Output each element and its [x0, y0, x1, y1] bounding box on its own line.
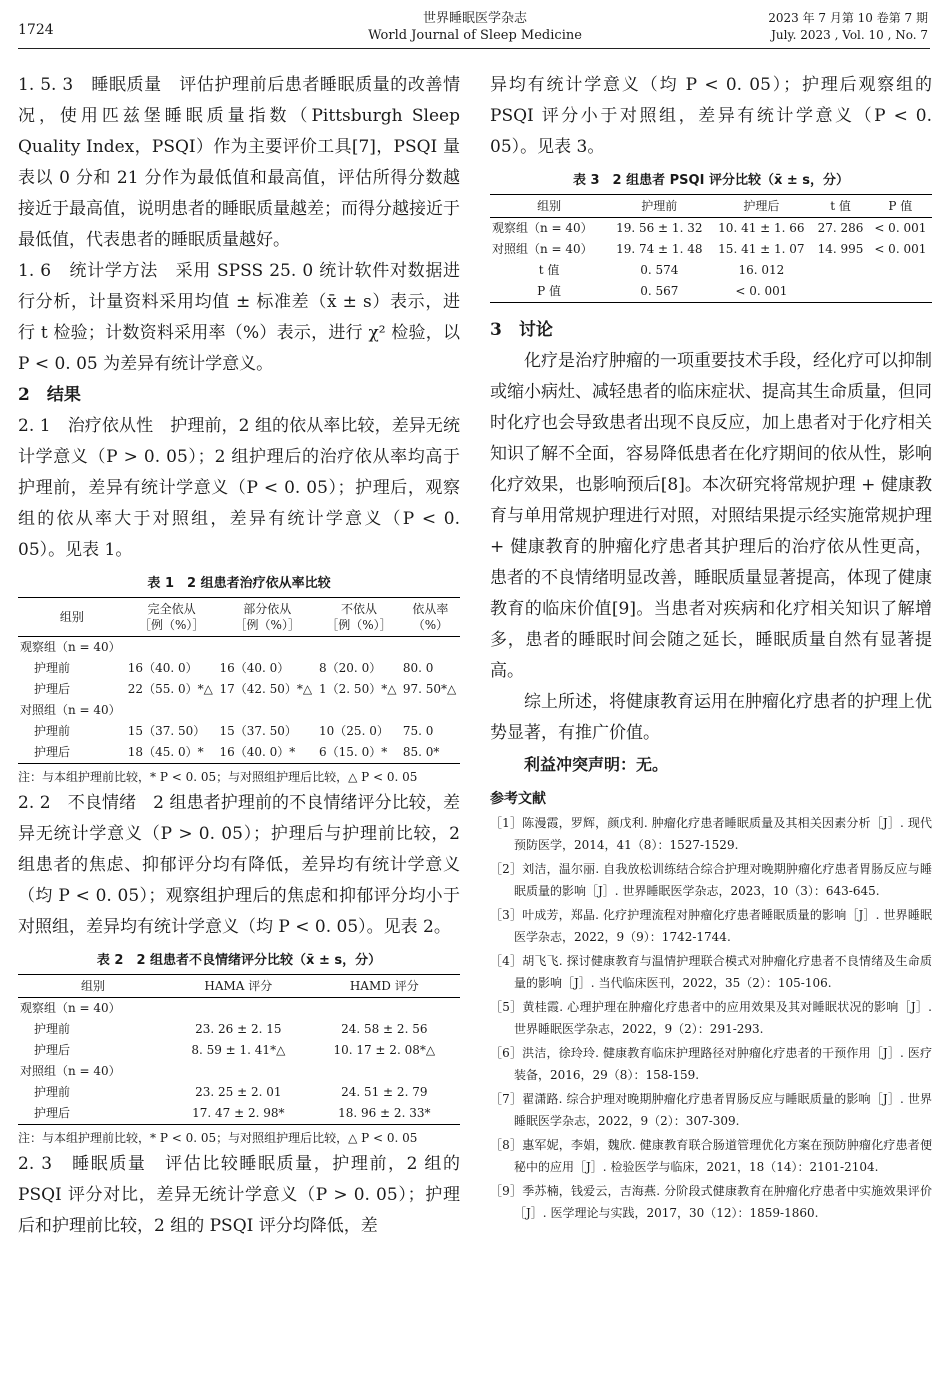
t2-head-hamd: HAMD 评分 — [309, 975, 460, 998]
issue-info-en: July. 2023 , Vol. 10 , No. 7 — [771, 28, 928, 42]
t1-head-group: 组别 — [18, 598, 126, 637]
table2 — [18, 974, 460, 1125]
table3 — [490, 194, 932, 303]
t1-head-partial: 部分依从 ［例（%）］ — [217, 598, 317, 637]
left-column — [18, 70, 460, 1242]
t2-head-hama: HAMA 评分 — [168, 975, 308, 998]
t3-head-group: 组别 — [490, 195, 608, 218]
reference-item: ［2］刘洁，温尔丽. 自我放松训练结合综合护理对晚期肿瘤化疗患者胃肠反应与睡眠质量的影响［J］. 世界睡眠医学杂志，2023，10（3）：643-645. — [490, 862, 932, 898]
section-2-2: 2. 2 不良情绪 2 组患者护理前的不良情绪评分比较，差异无统计学意义（P > 0. 05）；护理后与护理前比较，2 组患者的焦虑、抑郁评分均有降低，差异均有统计学意义（均 P < 0. 05）；观察组护理后的焦虑和抑郁评分均小于对照组，差异均有统计学意义（均 P < 0. 05）。见表 2。 — [18, 793, 460, 937]
table-row: 对照组（n = 40） — [20, 1064, 121, 1078]
t3-head-t: t 值 — [812, 195, 868, 218]
table-row: 护理后 18（45. 0）* 16（40. 0）* 6（15. 0）* 85. 0* — [34, 745, 440, 759]
t1-head-rate: 依从率 （%） — [401, 598, 460, 637]
references-title: 参考文献 — [490, 791, 546, 807]
reference-item: ［3］叶成芳，郑晶. 化疗护理流程对肿瘤化疗患者睡眠质量的影响［J］. 世界睡眠医学杂志，2022，9（9）：1742-1744. — [490, 908, 932, 944]
right-column — [490, 70, 932, 1226]
conflict-of-interest: 利益冲突声明：无。 — [524, 755, 669, 774]
table-row: 护理后 8. 59 ± 1. 41*△ 10. 17 ± 2. 08*△ — [34, 1043, 436, 1057]
discussion-paragraph: 化疗是治疗肿瘤的一项重要技术手段，经化疗可以抑制或缩小病灶、减轻患者的临床症状、提高其生命质量，但同时化疗也会导致患者出现不良反应，加上患者对于化疗相关知识了解不全面，容易降低患者在化疗期间的依从性，影响化疗效果，也影响预后[8]。本次研究将常规护理 + 健康教育与单用常规护理进行对照，对照结果提示经实施常规护理 + 健康教育的肿瘤化疗患者其护理后的治疗依从性更高，患者的不良情绪明显改善，睡眠质量显著提高，体现了健康教育的临床价值[9]。当患者对疾病和化疗相关知识了解增多，患者的睡眠时间会随之延长，睡眠质量自然有显著提高。 — [490, 351, 932, 681]
header-rule — [18, 48, 930, 49]
table-row: 观察组（n = 40） 19. 56 ± 1. 32 10. 41 ± 1. 66 27. 286 < 0. 001 — [492, 221, 927, 235]
table2-caption: 表 2 2 组患者不良情绪评分比较（x̄ ± s，分） — [96, 953, 382, 968]
section-2-1: 2. 1 治疗依从性 护理前，2 组的依从率比较，差异无统计学意义（P > 0. 05）；2 组护理后的治疗依从率均高于护理前，差异有统计学意义（P < 0. 05）；护理后，观察组的依从率大于对照组，差异有统计学意义（P < 0. 05）。见表 1。 — [18, 416, 460, 560]
table-row: t 值 0. 574 16. 012 — [538, 263, 785, 277]
section-1-6: 1. 6 统计学方法 采用 SPSS 25. 0 统计软件对数据进行分析，计量资料采用均值 ± 标准差（x̄ ± s）表示，进行 t 检验；计数资料采用率（%）表示，进行 χ² 检验，以 P < 0. 05 为差异有统计学意义。 — [18, 261, 460, 374]
table1-note: 注：与本组护理前比较，* P < 0. 05；与对照组护理后比较，△ P < 0. 05 — [18, 770, 418, 784]
table-row: 护理前 23. 26 ± 2. 15 24. 58 ± 2. 56 — [34, 1022, 428, 1036]
heading-results: 2 结果 — [18, 385, 81, 405]
table2-note: 注：与本组护理前比较，* P < 0. 05；与对照组护理后比较，△ P < 0. 05 — [18, 1131, 418, 1145]
t3-head-after: 护理后 — [710, 195, 812, 218]
section-1-5-3: 1. 5. 3 睡眠质量 评估护理前后患者睡眠质量的改善情况，使用匹兹堡睡眠质量指数（Pittsburgh Sleep Quality Index，PSQI）作为主要评价工具[7]，PSQI 量表以 0 分和 21 分作为最低值和最高值，评估所得分数越接近于最高值，说明患者的睡眠质量越差；而得分越接近于最低值，代表患者的睡眠质量越好。 — [18, 75, 460, 250]
table-row: 观察组（n = 40） — [20, 640, 121, 654]
table-row: 护理前 16（40. 0） 16（40. 0） 8（20. 0） 80. 0 — [34, 661, 434, 675]
reference-item: ［7］翟潇路. 综合护理对晚期肿瘤化疗患者胃肠反应与睡眠质量的影响［J］. 世界睡眠医学杂志，2022，9（2）：307-309. — [490, 1092, 932, 1128]
table1 — [18, 597, 460, 764]
heading-discussion: 3 讨论 — [490, 320, 553, 340]
reference-item: ［9］季苏楠，钱爱云，吉海燕. 分阶段式健康教育在肿瘤化疗患者中实施效果评价［J］. 医学理论与实践，2017，30（12）：1859-1860. — [490, 1184, 932, 1220]
reference-item: ［1］陈漫霞，罗辉，颜戊利. 肿瘤化疗患者睡眠质量及其相关因素分析［J］. 现代预防医学，2014，41（8）：1527-1529. — [490, 816, 932, 852]
page-header — [0, 0, 950, 50]
reference-item: ［4］胡飞飞. 探讨健康教育与温情护理联合模式对肿瘤化疗患者不良情绪及生命质量的影响［J］. 当代临床医刊，2022，35（2）：105-106. — [490, 954, 932, 990]
reference-list — [490, 812, 932, 1224]
t1-head-non: 不依从 ［例（%）］ — [317, 598, 401, 637]
journal-title-cn: 世界睡眠医学杂志 — [422, 11, 527, 26]
t2-head-group: 组别 — [18, 975, 168, 998]
conclusion-paragraph: 综上所述，将健康教育运用在肿瘤化疗患者的护理上优势显著，有推广价值。 — [490, 692, 932, 743]
table-row: 护理后 22（55. 0）*△ 17（42. 50）*△ 1（2. 50）*△ 97. 50*△ — [34, 682, 457, 696]
t1-head-full: 完全依从 ［例（%）］ — [126, 598, 218, 637]
table-row: 对照组（n = 40） 19. 74 ± 1. 48 15. 41 ± 1. 07 14. 995 < 0. 001 — [492, 242, 927, 256]
table-row: 观察组（n = 40） — [20, 1001, 121, 1015]
section-2-3-cont: 异均有统计学意义（均 P < 0. 05）；护理后观察组的 PSQI 评分小于对照组，差异有统计学意义（P < 0. 05）。见表 3。 — [490, 75, 932, 157]
table-row: 护理前 15（37. 50） 15（37. 50） 10（25. 0） 75. 0 — [34, 724, 434, 738]
reference-item: ［8］惠军妮，李娟，魏欣. 健康教育联合肠道管理优化方案在预防肿瘤化疗患者便秘中的应用［J］. 检验医学与临床，2021，18（14）：2101-2104. — [490, 1138, 932, 1174]
t3-head-p: P 值 — [869, 195, 932, 218]
table-row: 对照组（n = 40） — [20, 703, 121, 717]
reference-item: ［6］洪洁，徐玲玲. 健康教育临床护理路径对肿瘤化疗患者的干预作用［J］. 医疗装备，2016，29（8）：158-159. — [490, 1046, 932, 1082]
page-number: 1724 — [18, 22, 54, 38]
reference-item: ［5］黄桂霞. 心理护理在肿瘤化疗患者中的应用效果及其对睡眠状况的影响［J］. 世界睡眠医学杂志，2022，9（2）：291-293. — [490, 1000, 932, 1036]
t3-head-before: 护理前 — [608, 195, 710, 218]
table-row: 护理前 23. 25 ± 2. 01 24. 51 ± 2. 79 — [34, 1085, 428, 1099]
table-row: 护理后 17. 47 ± 2. 98* 18. 96 ± 2. 33* — [34, 1106, 431, 1120]
journal-title-en: World Journal of Sleep Medicine — [368, 28, 582, 43]
table1-caption: 表 1 2 组患者治疗依从率比较 — [147, 576, 331, 591]
issue-info — [768, 10, 928, 44]
section-2-3: 2. 3 睡眠质量 评估比较睡眠质量，护理前，2 组的 PSQI 评分对比，差异无统计学意义（P > 0. 05）；护理后和护理前比较，2 组的 PSQI 评分均降低，差 — [18, 1154, 460, 1236]
table3-caption: 表 3 2 组患者 PSQI 评分比较（x̄ ± s，分） — [572, 173, 850, 188]
table-row: P 值 0. 567 < 0. 001 — [537, 284, 788, 298]
issue-info-cn: 2023 年 7 月第 10 卷第 7 期 — [768, 11, 928, 25]
